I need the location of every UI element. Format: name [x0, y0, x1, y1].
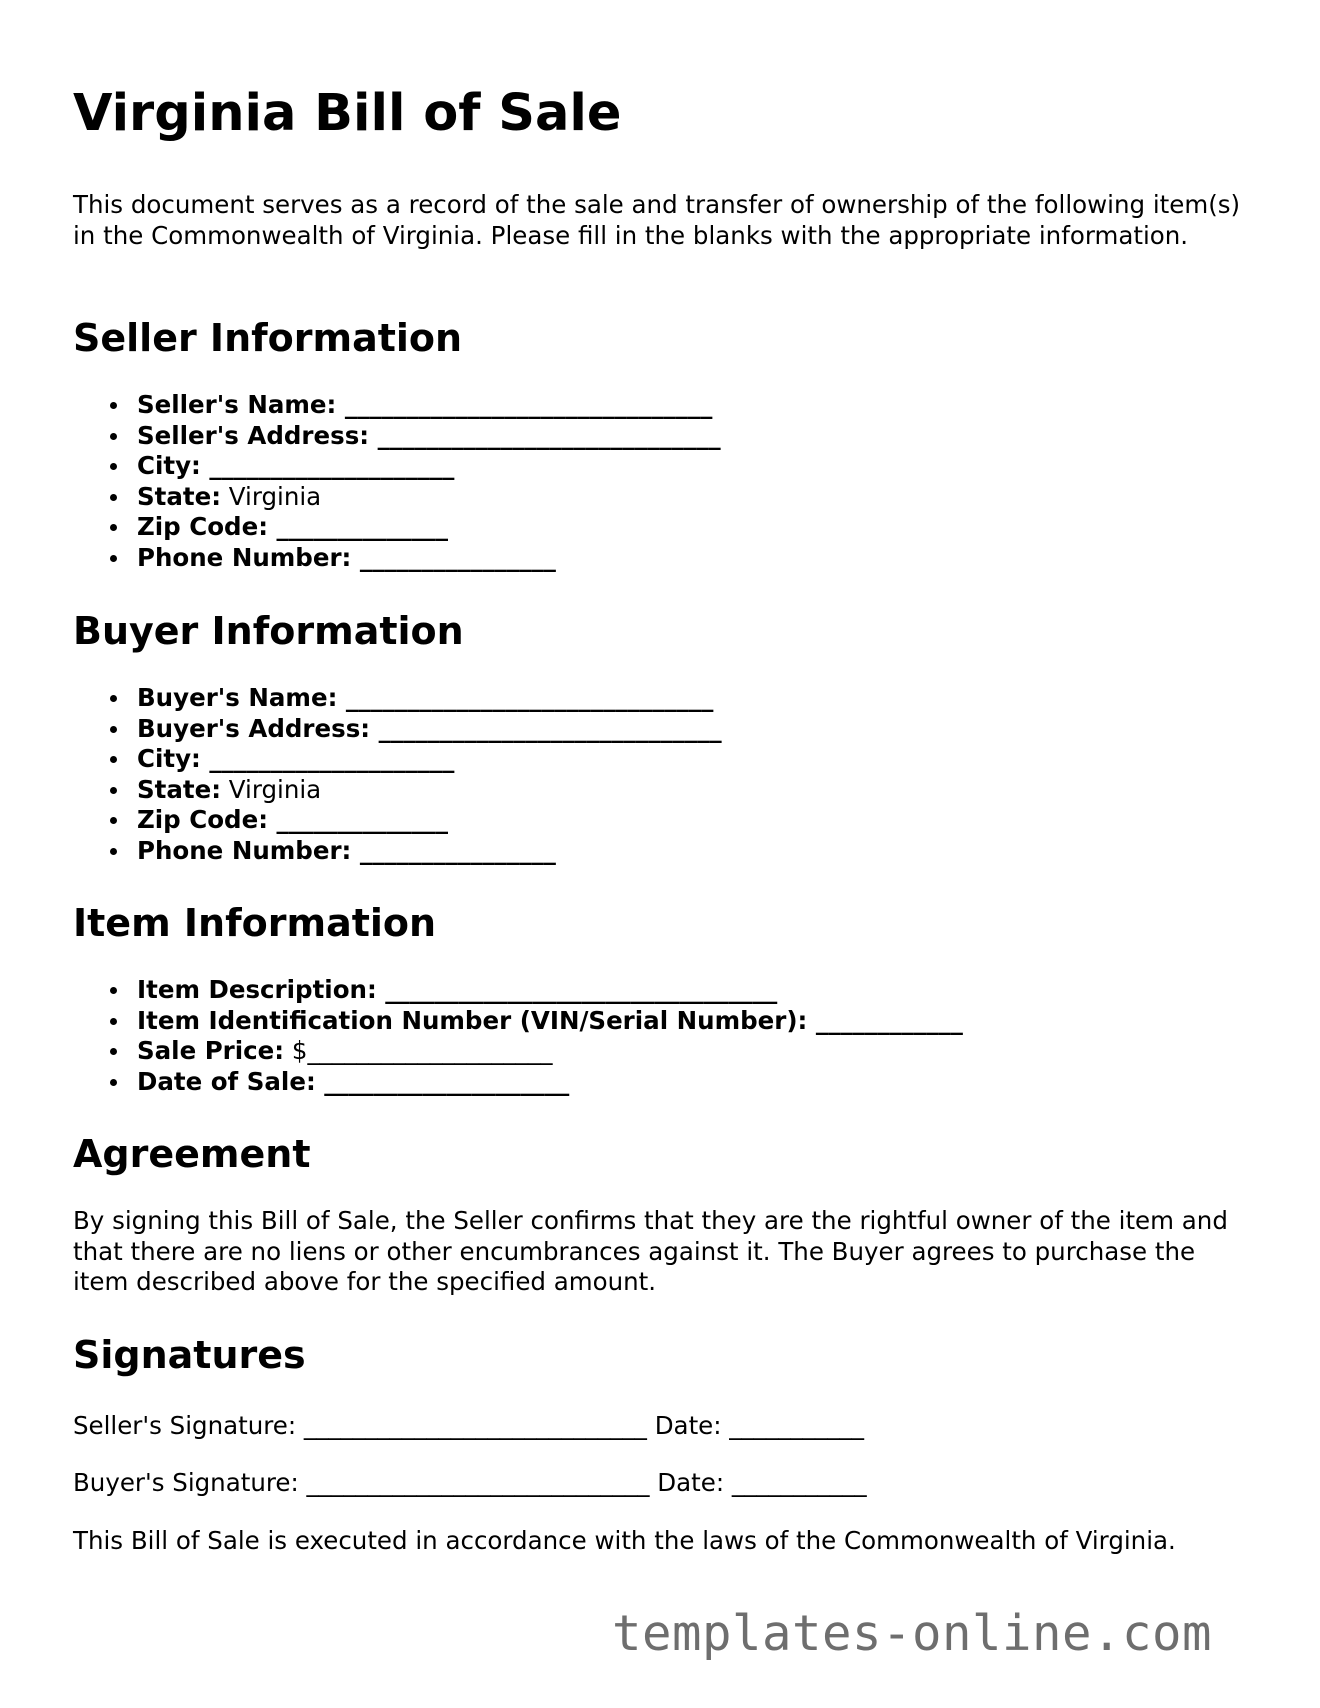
buyer-phone-field: Phone Number: ________________: [73, 836, 722, 867]
seller-signature-line: Seller's Signature: ____________________________ Date: ___________: [73, 1411, 865, 1440]
buyer-heading: Buyer Information: [73, 609, 464, 653]
buyer-name-field: Buyer's Name: ______________________________: [73, 683, 722, 714]
seller-phone-field: Phone Number: ________________: [73, 543, 721, 574]
agreement-paragraph: By signing this Bill of Sale, the Seller confirms that they are the rightful owner of the item and that there are no liens or other encumbrances against it. The Buyer agrees to purchase the item described above for the specified amount.: [73, 1206, 1228, 1296]
page-title: Virginia Bill of Sale: [73, 84, 622, 143]
buyer-signature-line: Buyer's Signature: ____________________________ Date: ___________: [73, 1468, 867, 1497]
buyer-state-field: State: Virginia: [73, 775, 722, 806]
seller-address-field: Seller's Address: ____________________________: [73, 421, 721, 452]
item-fields: [73, 975, 963, 1097]
seller-fields: [73, 390, 721, 574]
item-id-number-field: Item Identification Number (VIN/Serial Number): ____________: [73, 1006, 963, 1037]
seller-city-field: City: ____________________: [73, 451, 721, 482]
seller-name-field: Seller's Name: ______________________________: [73, 390, 721, 421]
closing-statement: This Bill of Sale is executed in accordance with the laws of the Commonwealth of Virginia.: [73, 1526, 1176, 1555]
date-of-sale-field: Date of Sale: ____________________: [73, 1067, 963, 1098]
buyer-zip-field: Zip Code: ______________: [73, 805, 722, 836]
buyer-city-field: City: ____________________: [73, 744, 722, 775]
sale-price-field: Sale Price: $____________________: [73, 1036, 963, 1067]
seller-heading: Seller Information: [73, 316, 463, 360]
item-heading: Item Information: [73, 901, 437, 945]
buyer-fields: [73, 683, 722, 867]
item-description-field: Item Description: ________________________________: [73, 975, 963, 1006]
agreement-heading: Agreement: [73, 1132, 311, 1176]
intro-paragraph: This document serves as a record of the sale and transfer of ownership of the following item(s) in the Commonwealth of Virginia. Please fill in the blanks with the appropriate information.: [73, 190, 1241, 250]
watermark: templates-online.com: [612, 1605, 1213, 1662]
seller-zip-field: Zip Code: ______________: [73, 512, 721, 543]
signatures-heading: Signatures: [73, 1333, 306, 1377]
seller-state-field: State: Virginia: [73, 482, 721, 513]
buyer-address-field: Buyer's Address: ____________________________: [73, 714, 722, 745]
